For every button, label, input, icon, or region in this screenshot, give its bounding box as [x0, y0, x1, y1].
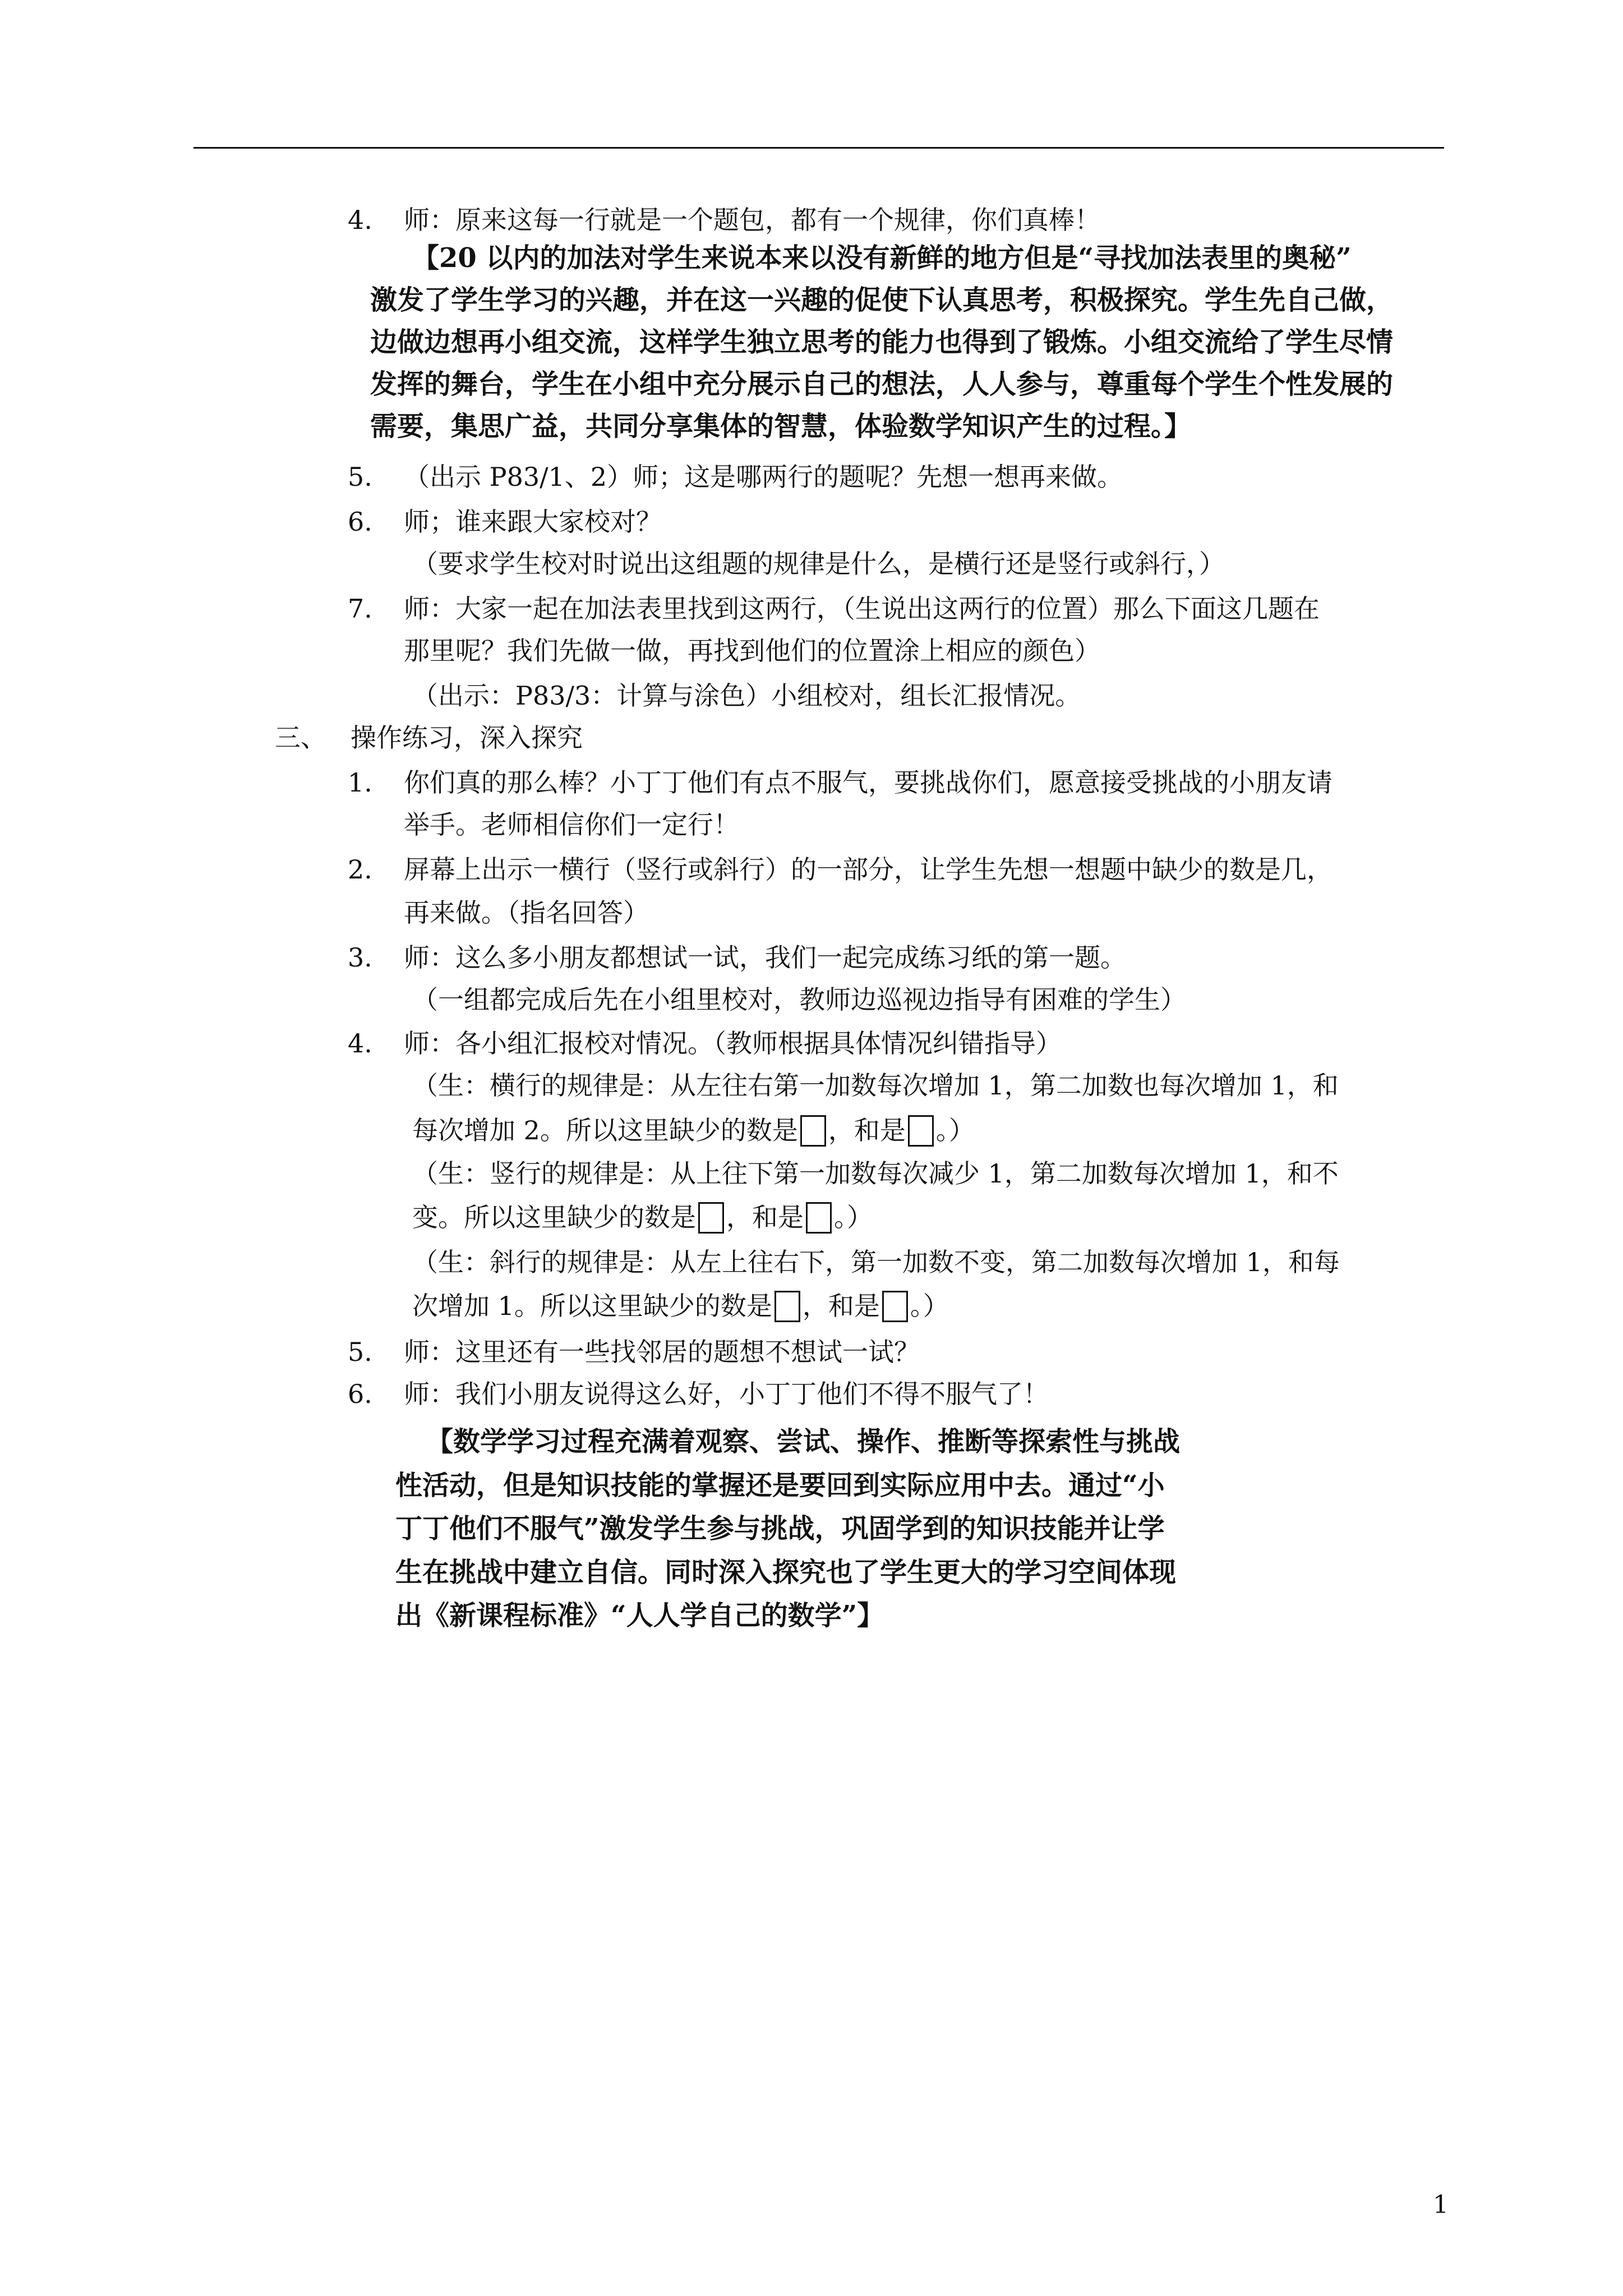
answer-col-fill [412, 1200, 873, 1234]
answer-col-rule: （生：竖行的规律是：从上往下第一加数每次减少 1，第二加数每次增加 1，和不 [412, 1158, 1339, 1189]
item-number: 1. [348, 767, 372, 798]
answer-text: 。） [935, 1115, 975, 1145]
comment-line: 激发了学生学习的兴趣，并在这一兴趣的促使下认真思考，积极探究。学生先自己做， [370, 284, 1394, 316]
comment-line: 边做边想再小组交流，这样学生独立思考的能力也得到了锻炼。小组交流给了学生尽情 [370, 326, 1394, 358]
answer-text: 。） [834, 1202, 873, 1232]
blank-box[interactable] [882, 1291, 908, 1322]
comment-line: 性活动，但是知识技能的掌握还是要回到实际应用中去。通过“小 [395, 1470, 1165, 1501]
comment-line: 需要，集思广益，共同分享集体的智慧，体验数学知识产生的过程。】 [370, 411, 1192, 442]
answer-text: 。） [910, 1291, 949, 1321]
s3-item-4-text: 师：各小组汇报校对情况。（教师根据具体情况纠错指导） [404, 1028, 1062, 1059]
answer-text: 每次增加 2。所以这里缺少的数是 [412, 1115, 798, 1145]
section-title: 操作练习，深入探究 [351, 723, 583, 753]
blank-box[interactable] [806, 1202, 832, 1234]
section-number: 三、 [275, 723, 326, 753]
s3-item-2-text: 屏幕上出示一横行（竖行或斜行）的一部分，让学生先想一想题中缺少的数是几， [404, 854, 1332, 885]
item-number: 5. [348, 462, 372, 492]
s3-item-1-cont: 举手。老师相信你们一定行！ [404, 809, 739, 840]
s3-item-2-cont: 再来做。（指名回答） [404, 898, 649, 928]
item-number: 4. [348, 1028, 372, 1059]
answer-text: 变。所以这里缺少的数是 [412, 1202, 696, 1232]
item-number: 6. [348, 1379, 372, 1409]
item-number: 3. [348, 942, 372, 973]
s3-item-3-text: 师：这么多小朋友都想试一试，我们一起完成练习纸的第一题。 [404, 942, 1126, 973]
answer-text: ，和是 [802, 1291, 880, 1321]
item-number: 5. [348, 1337, 372, 1367]
answer-text: ，和是 [726, 1202, 804, 1232]
answer-text: 次增加 1。所以这里缺少的数是 [412, 1291, 772, 1321]
item-number: 6. [348, 507, 372, 537]
item-4-text: 师：原来这每一行就是一个题包，都有一个规律，你们真棒！ [404, 205, 1100, 235]
item-6-note: （要求学生校对时说出这组题的规律是什么，是横行还是竖行或斜行，） [412, 549, 1225, 579]
s3-item-5-text: 师：这里还有一些找邻居的题想不想试一试？ [404, 1337, 920, 1367]
comment-line: 【数学学习过程充满着观察、尝试、操作、推断等探索性与挑战 [426, 1426, 1181, 1457]
answer-diag-rule: （生：斜行的规律是：从左上往右下，第一加数不变，第二加数每次增加 1，和每 [412, 1247, 1340, 1277]
comment-line: 丁丁他们不服气”激发学生参与挑战，巩固学到的知识技能并让学 [395, 1513, 1165, 1544]
item-7-note: （出示：P83/3：计算与涂色）小组校对，组长汇报情况。 [412, 680, 1081, 711]
item-7-text: 师：大家一起在加法表里找到这两行，（生说出这两行的位置）那么下面这几题在 [404, 593, 1320, 624]
header-rule [193, 147, 1444, 149]
page-number: 1 [1433, 2191, 1449, 2219]
item-6-text: 师；谁来跟大家校对？ [404, 507, 662, 537]
comment-line: 生在挑战中建立自信。同时深入探究也了学生更大的学习空间体现 [395, 1557, 1177, 1588]
blank-box[interactable] [800, 1115, 826, 1147]
blank-box[interactable] [774, 1291, 800, 1322]
answer-diag-fill [412, 1289, 949, 1323]
item-number: 2. [348, 854, 372, 885]
comment-line: 发挥的舞台，学生在小组中充分展示自己的想法，人人参与，尊重每个学生个性发展的 [370, 369, 1394, 400]
answer-row-fill [412, 1114, 975, 1147]
s3-item-1-text: 你们真的那么棒？小丁丁他们有点不服气，要挑战你们，愿意接受挑战的小朋友请 [404, 767, 1332, 798]
item-number: 7. [348, 593, 372, 624]
comment-line: 出《新课程标准》“人人学自己的数学”】 [395, 1600, 884, 1631]
answer-text: ，和是 [828, 1115, 906, 1145]
s3-item-3-note: （一组都完成后先在小组里校对，教师边巡视边指导有困难的学生） [412, 984, 1186, 1015]
s3-item-6-text: 师：我们小朋友说得这么好，小丁丁他们不得不服气了！ [404, 1379, 1049, 1409]
item-4 [348, 203, 372, 237]
answer-row-rule: （生：横行的规律是：从左往右第一加数每次增加 1，第二加数也每次增加 1，和 [412, 1070, 1339, 1101]
item-5-text: （出示 P83/1、2）师；这是哪两行的题呢？先想一想再来做。 [404, 462, 1123, 492]
item-number: 4. [348, 205, 372, 235]
comment-line: 【20 以内的加法对学生来说本来以没有新鲜的地方但是“寻找加法表里的奥秘” [412, 242, 1352, 274]
blank-box[interactable] [908, 1115, 934, 1147]
blank-box[interactable] [698, 1202, 724, 1234]
item-7-text-cont: 那里呢？我们先做一做，再找到他们的位置涂上相应的颜色） [404, 636, 1100, 666]
